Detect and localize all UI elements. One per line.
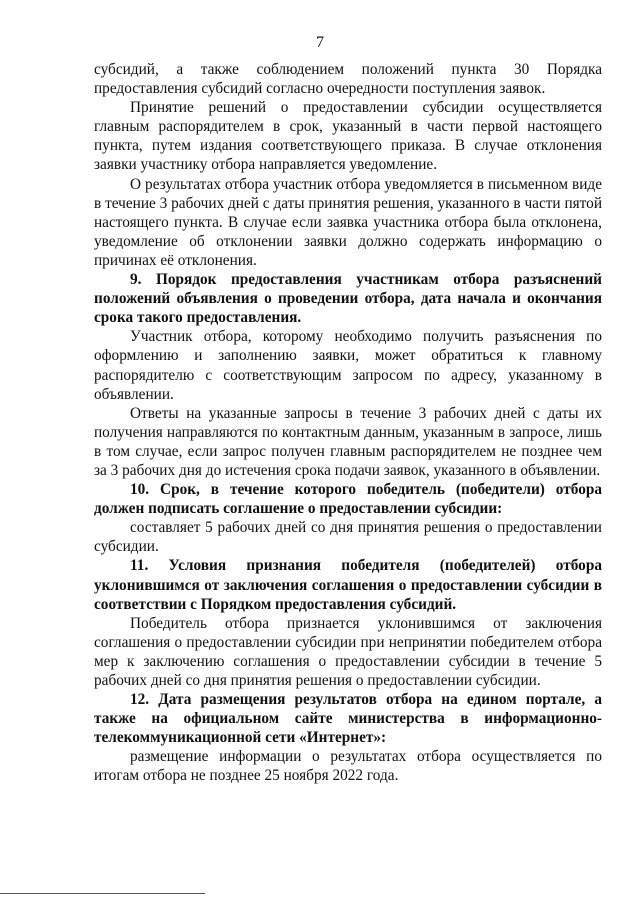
document-body [94, 60, 602, 786]
paragraph-evasion-conditions: Победитель отбора признается уклонившимся от заключения соглашения о предоставлении субсидии при непринятии победителем отбора мер к заключению соглашения о предоставлении субсидии в течение 5 рабочих дней со дня принятия решения о предоставлении субсидии. [94, 614, 602, 689]
section-heading-10: 10. Срок, в течение которого победитель (победители) отбора должен подписать соглашение о предоставлении субсидии: [94, 481, 602, 518]
paragraph-notification: О результатах отбора участник отбора уведомляется в письменном виде в течение 3 рабочих дней с даты принятия решения, указанного в части пятой настоящего пункта. В случае если заявка участника отбора была отклонена, уведомление об отклонении заявки должно содержать информацию о причинах её отклонения. [94, 175, 602, 269]
page-number: 7 [316, 34, 324, 51]
section-heading-12: 12. Дата размещения результатов отбора на едином портале, а также на официальном сайте министерства в информационно-телекоммуникационной сети «Интернет»: [94, 691, 602, 747]
paragraph-continuation: субсидий, а также соблюдением положений пункта 30 Порядка предоставления субсидий согласно очередности поступления заявок. [94, 61, 602, 98]
section-heading-9: 9. Порядок предоставления участникам отбора разъяснений положений объявления о проведении отбора, дата начала и окончания срока такого предоставления. [94, 271, 602, 327]
paragraph-clarification-request: Участник отбора, которому необходимо получить разъяснения по оформлению и заполнению заявки, может обратиться к главному распорядителю с соответствующим запросом по адресу, указанному в объявлении. [94, 328, 602, 403]
footer-divider [0, 893, 205, 894]
paragraph-clarification-answers: Ответы на указанные запросы в течение 3 рабочих дней с даты их получения направляются по контактным данным, указанным в запросе, лишь в том случае, если запрос получен главным распорядителем не позднее чем за 3 рабочих дня до истечения срока подачи заявок, указанного в объявлении. [94, 404, 602, 479]
paragraph-decision: Принятие решений о предоставлении субсидии осуществляется главным распорядителем в срок, указанный в части первой настоящего пункта, путем издания соответствующего приказа. В случае отклонения заявки участнику отбора направляется уведомление. [94, 99, 602, 174]
paragraph-signing-term: составляет 5 рабочих дней со дня принятия решения о предоставлении субсидии. [94, 519, 602, 556]
section-heading-11: 11. Условия признания победителя (победителей) отбора уклонившимся от заключения соглашения о предоставлении субсидии в соответствии с Порядком предоставления субсидий. [94, 557, 602, 613]
paragraph-results-publication: размещение информации о результатах отбора осуществляется по итогам отбора не позднее 25 ноября 2022 года. [94, 748, 602, 785]
